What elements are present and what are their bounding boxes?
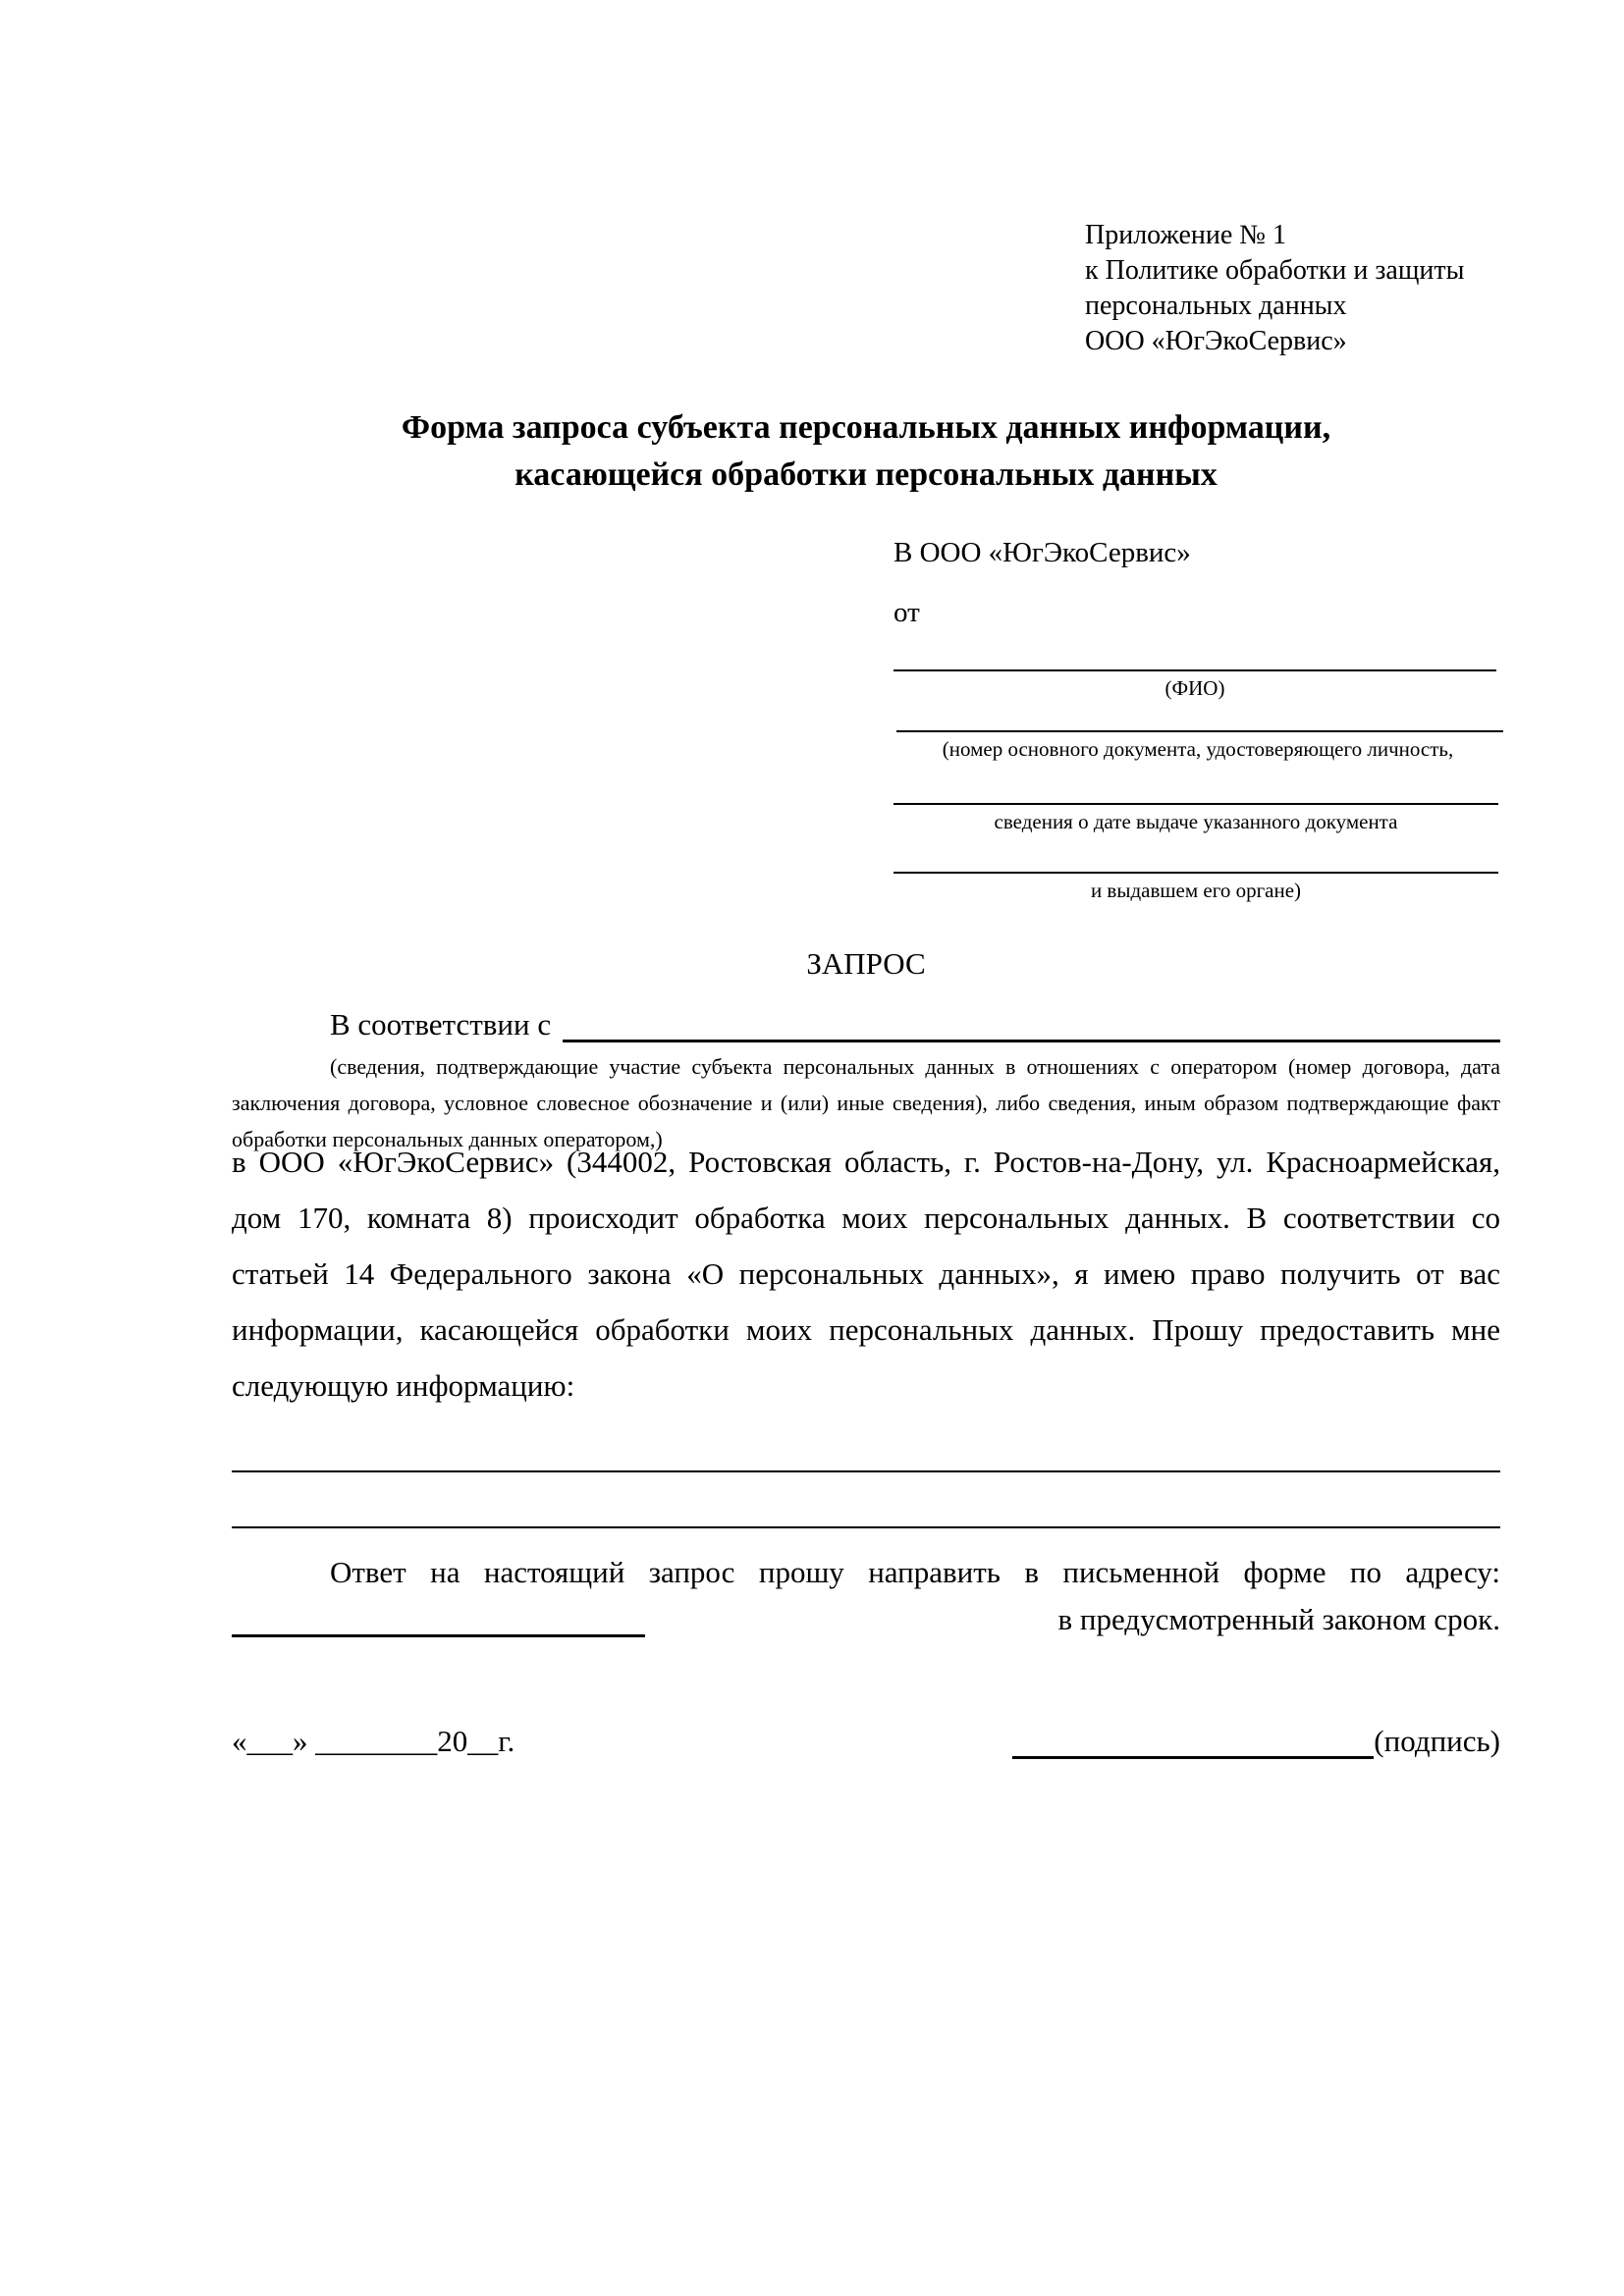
requested-info-blank-line-2[interactable] [232,1495,1500,1528]
page-title [232,404,1500,499]
accordance-blank-field[interactable] [563,1002,1500,1042]
body-paragraph: в ООО «ЮгЭкоСервис» (344002, Ростовская область, г. Ростов-на-Дону, ул. Красноармейская, дом 170, комната 8) происходит обработка моих персональных данных. В соответствии со статьей 14 Федерального закона «О персональных данных», я имею право получить от вас информации, касающейся обработки моих персональных данных. Прошу предоставить мне следующую информацию: [232,1145,1500,1403]
request-heading: ЗАПРОС [806,946,926,981]
reply-request-paragraph: Ответ на настоящий запрос прошу направить в письменной форме по адресу: [330,1555,1500,1589]
reply-tail-text: в предусмотренный законом срок. [1057,1602,1500,1636]
appendix-note [1085,218,1537,359]
appendix-note-line: Приложение № 1 [1085,220,1286,250]
appendix-note-line: персональных данных [1085,291,1347,321]
signature-caption: (подпись) [1374,1724,1500,1758]
page-title-line: касающейся обработки персональных данных [514,456,1218,493]
date-blank-field[interactable]: «___» ________20__г. [232,1724,515,1758]
accordance-caption: (сведения, подтверждающие участие субъекта персональных данных в отношениях с оператором (номер договора, дата заключения договора, условное словесное обозначение и (или) иные сведения), либо сведения, иным образом подтверждающие факт обработки персональных данных оператором,) [232,1054,1500,1151]
document-issuer-blank-field[interactable] [893,840,1498,874]
fio-blank-field[interactable] [893,638,1496,671]
signature-group [1012,1721,1500,1759]
document-issuer-caption: и выдавшем его органе) [1090,879,1302,902]
accordance-line [232,1005,1500,1042]
fio-caption: (ФИО) [1164,676,1225,700]
document-issue-date-caption: сведения о дате выдаче указанного документа [994,810,1398,833]
appendix-note-line: ООО «ЮгЭкоСервис» [1085,326,1347,356]
reply-address-blank-field[interactable] [232,1599,645,1637]
signature-blank-field[interactable] [1012,1721,1374,1759]
addressee-organization: В ООО «ЮгЭкоСервис» [893,537,1191,568]
document-number-blank-field[interactable] [896,699,1503,732]
date-signature-row [232,1718,1500,1759]
document-number-caption: (номер основного документа, удостоверяющего личность, [942,737,1454,761]
accordance-label: В соответствии с [330,1007,552,1041]
document-issue-date-blank-field[interactable] [893,772,1498,805]
requested-info-blank-line-1[interactable] [232,1439,1500,1472]
reply-address-line [232,1602,1500,1637]
page-title-line: Форма запроса субъекта персональных данных информации, [401,409,1331,446]
from-label: от [893,597,920,628]
appendix-note-line: к Политике обработки и защиты [1085,255,1465,286]
